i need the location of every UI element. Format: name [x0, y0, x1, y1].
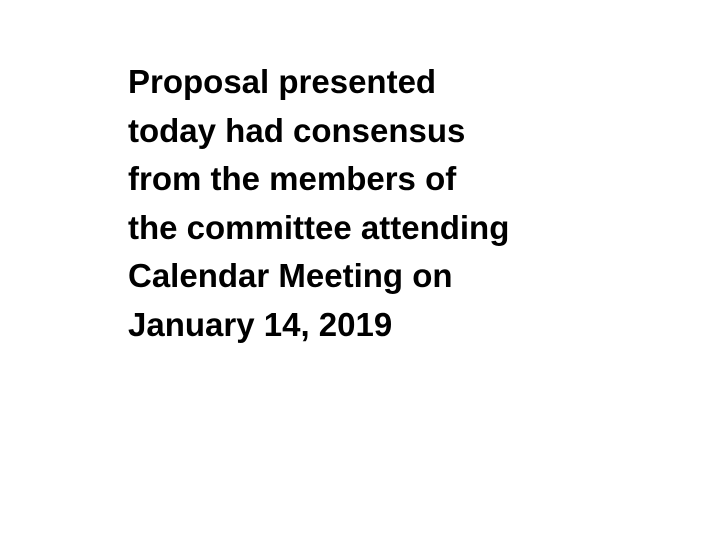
slide-body-text [128, 58, 688, 349]
text-line: January 14, 2019 [128, 305, 393, 343]
text-line: from the members of [128, 160, 457, 197]
text-line: today had consensus [128, 111, 466, 149]
text-line: Proposal presented [128, 63, 437, 100]
text-line: the committee attending [128, 208, 510, 246]
text-line: Calendar Meeting on [128, 257, 453, 294]
